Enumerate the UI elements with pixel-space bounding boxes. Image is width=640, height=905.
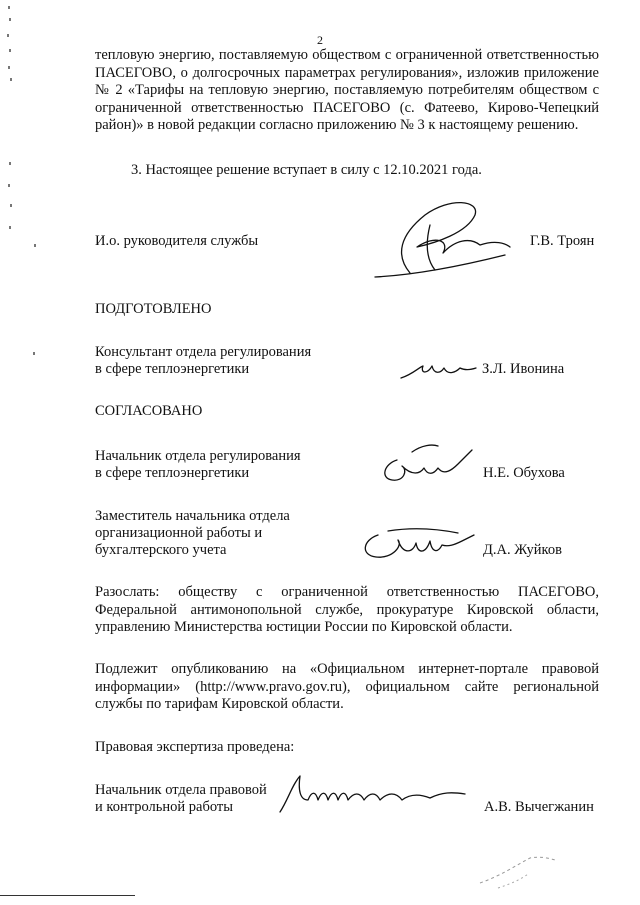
legal-name: А.В. Вычегжанин — [484, 799, 594, 815]
footnote-rule — [0, 895, 135, 896]
agreed-heading: СОГЛАСОВАНО — [95, 403, 203, 419]
bottom-faint-mark — [470, 848, 560, 893]
agreed-signer2-position-2: организационной работы и — [95, 525, 263, 541]
distribute-paragraph: Разослать: обществу с ограниченной ответственностью ПАСЕГОВО, Федеральной антимонопольной службе, прокуратуре Кировской области, управлению Министерства юстиции России по Кировской области. — [95, 584, 599, 636]
agreed-signer2-position-1: Заместитель начальника отдела — [95, 508, 290, 524]
legal-signature — [270, 770, 470, 820]
publish-paragraph: Подлежит опубликованию на «Официальном интернет-портале правовой информации» (http://www.pravo.gov.ru), официальном сайте региональной службы по тарифам Кировской области. — [95, 661, 599, 713]
legal-note: Правовая экспертиза проведена: — [95, 739, 295, 755]
agreed-signer1-position-2: в сфере теплоэнергетики — [95, 465, 250, 481]
agreed-signer2-name: Д.А. Жуйков — [483, 542, 562, 558]
head-signature — [355, 195, 515, 290]
legal-position-2: и контрольной работы — [95, 799, 233, 815]
legal-position-1: Начальник отдела правовой — [95, 782, 267, 798]
prepared-position-1: Консультант отдела регулирования — [95, 344, 312, 360]
agreed-signer1-position-1: Начальник отдела регулирования — [95, 448, 301, 464]
prepared-heading: ПОДГОТОВЛЕНО — [95, 301, 212, 317]
page-number: 2 — [317, 33, 323, 47]
intro-paragraph: тепловую энергию, поставляемую обществом с ограниченной ответственностью ПАСЕГОВО, о долгосрочных параметрах регулирования», изложив приложение № 2 «Тарифы на тепловую энергию, поставляемую потребителям обществом с ограниченной ответственностью ПАСЕГОВО (с. Фатеево, Кирово-Чепецкий район)» в новой редакции согласно приложению № 3 к настоящему решению. — [95, 47, 599, 134]
head-name: Г.В. Троян — [530, 233, 595, 249]
prepared-position-2: в сфере теплоэнергетики — [95, 361, 250, 377]
prepared-signature — [398, 360, 478, 384]
item-3: 3. Настоящее решение вступает в силу с 12.10.2021 года. — [131, 162, 482, 178]
agreed-signer2-position-3: бухгалтерского учета — [95, 542, 227, 558]
prepared-name: З.Л. Ивонина — [482, 361, 565, 377]
agreed-signer2-signature — [358, 525, 478, 565]
agreed-signer1-signature — [372, 440, 477, 490]
head-title: И.о. руководителя службы — [95, 233, 259, 249]
agreed-signer1-name: Н.Е. Обухова — [483, 465, 565, 481]
